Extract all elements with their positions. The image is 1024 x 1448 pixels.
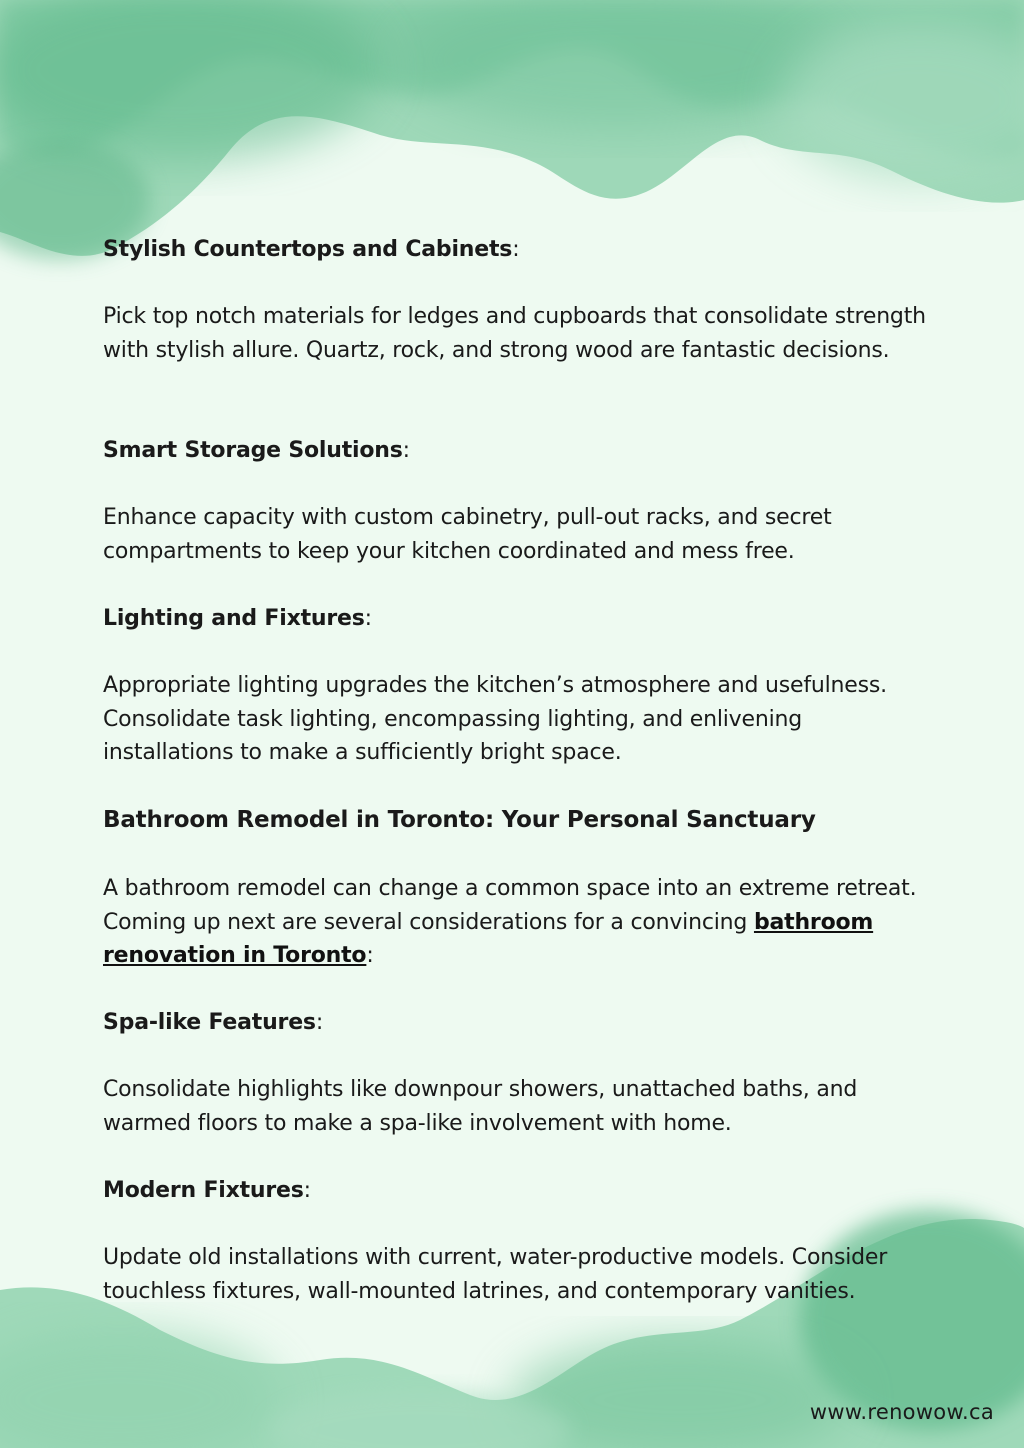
paragraph-spa: Consolidate highlights like downpour showers, unattached baths, and warmed floors to make a spa-like involvement with home.: [103, 1077, 858, 1136]
heading-colon: :: [402, 438, 410, 463]
bathroom-intro-tail: :: [366, 943, 374, 968]
heading-colon: :: [364, 606, 372, 631]
heading-storage-text: Smart Storage Solutions: [103, 438, 403, 463]
bathroom-renovation-link[interactable]: bathroom renovation in Toronto: [103, 909, 874, 968]
heading-countertops-text: Stylish Countertops and Cabinets: [103, 237, 513, 262]
heading-colon: :: [303, 1178, 311, 1203]
heading-lighting-text: Lighting and Fixtures: [103, 606, 365, 631]
paragraph-lighting: Appropriate lighting upgrades the kitchen’s atmosphere and usefulness. Consolidate task lighting, encompassing lighting, and enlivening installations to make a sufficiently bright space.: [103, 673, 887, 765]
heading-lighting: [103, 602, 933, 636]
heading-storage: [103, 434, 933, 468]
heading-spa-text: Spa-like Features: [103, 1010, 316, 1035]
heading-colon: :: [315, 1010, 324, 1035]
bathroom-intro-text: A bathroom remodel can change a common space into an extreme retreat. Coming up next are several considerations for a convincing: [103, 876, 917, 935]
heading-spa: [103, 1006, 933, 1040]
heading-modern: [103, 1174, 933, 1208]
paragraph-storage: Enhance capacity with custom cabinetry, pull-out racks, and secret compartments to keep your kitchen coordinated and mess free.: [103, 505, 832, 564]
paragraph-modern: Update old installations with current, water-productive models. Consider touchless fixtures, wall-mounted latrines, and contemporary vanities.: [103, 1245, 888, 1304]
paragraph-countertops: Pick top notch materials for ledges and cupboards that consolidate strength with stylish allure. Quartz, rock, and strong wood are fantastic decisions.: [103, 304, 926, 363]
footer-website: www.renowow.ca: [809, 1400, 994, 1424]
heading-modern-text: Modern Fixtures: [103, 1178, 304, 1203]
heading-countertops: [103, 233, 933, 267]
paragraph-bathroom-intro: [103, 872, 933, 973]
heading-colon: :: [512, 237, 520, 262]
section-title-bathroom: Bathroom Remodel in Toronto: Your Personal Sanctuary: [103, 807, 816, 833]
